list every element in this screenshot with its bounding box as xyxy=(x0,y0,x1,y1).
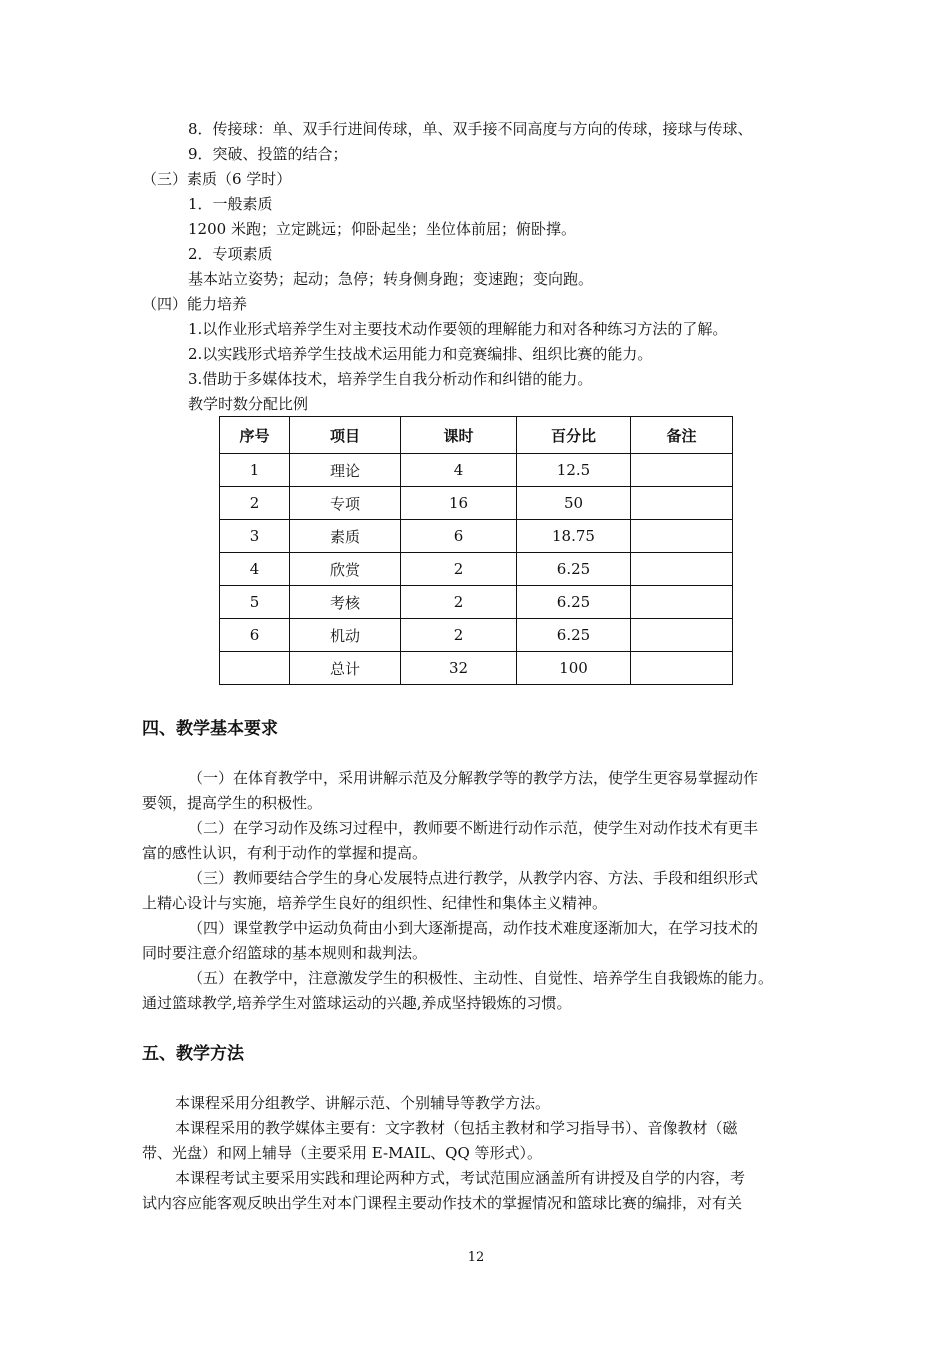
cell-index xyxy=(220,652,290,685)
cell-index: 2 xyxy=(220,487,290,520)
list-item-8: 8．传接球：单、双手行进间传球，单、双手接不同高度与方向的传球，接球与传球、 xyxy=(188,120,753,138)
header-hours: 课时 xyxy=(401,417,517,454)
cell-item: 专项 xyxy=(290,487,401,520)
cell-item: 素质 xyxy=(290,520,401,553)
cell-hours: 16 xyxy=(401,487,517,520)
ability-item-3: 3.借助于多媒体技术，培养学生自我分析动作和纠错的能力。 xyxy=(188,370,593,388)
cell-index: 4 xyxy=(220,553,290,586)
section-4-line-1: （一）在体育教学中，采用讲解示范及分解教学等的教学方法，使学生更容易掌握动作 xyxy=(188,769,759,787)
list-item-9: 9．突破、投篮的结合； xyxy=(188,145,348,163)
cell-index: 6 xyxy=(220,619,290,652)
table-caption: 教学时数分配比例 xyxy=(188,395,309,413)
cell-index: 3 xyxy=(220,520,290,553)
section-5-line-5: 试内容应能客观反映出学生对本门课程主要动作技术的掌握情况和篮球比赛的编排，对有关 xyxy=(142,1194,743,1212)
cell-item: 欣赏 xyxy=(290,553,401,586)
cell-hours: 32 xyxy=(401,652,517,685)
cell-item: 考核 xyxy=(290,586,401,619)
section-4-line-4: 富的感性认识，有利于动作的掌握和提高。 xyxy=(142,844,428,862)
cell-hours: 2 xyxy=(401,619,517,652)
fitness-general-title: 1．一般素质 xyxy=(188,195,273,213)
cell-percent: 6.25 xyxy=(517,553,631,586)
fitness-title: （三）素质（6 学时） xyxy=(142,170,292,188)
table-total-row xyxy=(220,652,733,685)
section-4-heading: 四、教学基本要求 xyxy=(142,719,278,739)
section-4-line-7: （四）课堂教学中运动负荷由小到大逐渐提高，动作技术难度逐渐加大，在学习技术的 xyxy=(188,919,759,937)
ability-item-2: 2.以实践形式培养学生技战术运用能力和竞赛编排、组织比赛的能力。 xyxy=(188,345,653,363)
section-4-line-8: 同时要注意介绍篮球的基本规则和裁判法。 xyxy=(142,944,428,962)
section-4-line-10: 通过篮球教学,培养学生对篮球运动的兴趣,养成坚持锻炼的习惯。 xyxy=(142,994,572,1012)
hours-ratio-table xyxy=(219,416,733,685)
cell-percent: 18.75 xyxy=(517,520,631,553)
cell-item: 理论 xyxy=(290,454,401,487)
cell-index: 5 xyxy=(220,586,290,619)
cell-hours: 2 xyxy=(401,586,517,619)
section-4-line-9: （五）在教学中，注意激发学生的积极性、主动性、自觉性、培养学生自我锻炼的能力。 xyxy=(188,969,774,987)
table-row xyxy=(220,586,733,619)
cell-index: 1 xyxy=(220,454,290,487)
ability-item-1: 1.以作业形式培养学生对主要技术动作要领的理解能力和对各种练习方法的了解。 xyxy=(188,320,728,338)
header-index: 序号 xyxy=(220,417,290,454)
section-4-line-5: （三）教师要结合学生的身心发展特点进行教学，从教学内容、方法、手段和组织形式 xyxy=(188,869,759,887)
cell-remarks xyxy=(631,586,733,619)
cell-percent: 50 xyxy=(517,487,631,520)
cell-item: 总计 xyxy=(290,652,401,685)
section-5-line-3: 带、光盘）和网上辅导（主要采用 E-MAIL、QQ 等形式）。 xyxy=(142,1144,543,1162)
cell-hours: 2 xyxy=(401,553,517,586)
cell-remarks xyxy=(631,652,733,685)
cell-remarks xyxy=(631,553,733,586)
fitness-special-title: 2．专项素质 xyxy=(188,245,273,263)
cell-remarks xyxy=(631,487,733,520)
table-header-row xyxy=(220,417,733,454)
fitness-special-body: 基本站立姿势；起动；急停；转身侧身跑；变速跑；变向跑。 xyxy=(188,270,594,288)
header-remarks: 备注 xyxy=(631,417,733,454)
cell-remarks xyxy=(631,520,733,553)
section-4-line-3: （二）在学习动作及练习过程中，教师要不断进行动作示范，使学生对动作技术有更丰 xyxy=(188,819,759,837)
table-row xyxy=(220,487,733,520)
table-row xyxy=(220,553,733,586)
cell-remarks xyxy=(631,454,733,487)
cell-item: 机动 xyxy=(290,619,401,652)
cell-remarks xyxy=(631,619,733,652)
section-4-line-6: 上精心设计与实施，培养学生良好的组织性、纪律性和集体主义精神。 xyxy=(142,894,608,912)
section-5-line-4: 本课程考试主要采用实践和理论两种方式，考试范围应涵盖所有讲授及自学的内容，考 xyxy=(175,1169,746,1187)
table-row xyxy=(220,454,733,487)
table-row xyxy=(220,520,733,553)
cell-percent: 6.25 xyxy=(517,619,631,652)
section-5-line-1: 本课程采用分组教学、讲解示范、个别辅导等教学方法。 xyxy=(175,1094,551,1112)
cell-hours: 4 xyxy=(401,454,517,487)
header-item: 项目 xyxy=(290,417,401,454)
section-4-line-2: 要领，提高学生的积极性。 xyxy=(142,794,323,812)
cell-percent: 6.25 xyxy=(517,586,631,619)
section-5-line-2: 本课程采用的教学媒体主要有：文字教材（包括主教材和学习指导书）、音像教材（磁 xyxy=(175,1119,738,1137)
ability-title: （四）能力培养 xyxy=(142,295,248,313)
cell-percent: 12.5 xyxy=(517,454,631,487)
section-5-heading: 五、教学方法 xyxy=(142,1044,244,1064)
fitness-general-body: 1200 米跑；立定跳远；仰卧起坐；坐位体前屈；俯卧撑。 xyxy=(188,220,576,238)
header-percent: 百分比 xyxy=(517,417,631,454)
page-number: 12 xyxy=(467,1250,485,1265)
cell-percent: 100 xyxy=(517,652,631,685)
table-row xyxy=(220,619,733,652)
cell-hours: 6 xyxy=(401,520,517,553)
